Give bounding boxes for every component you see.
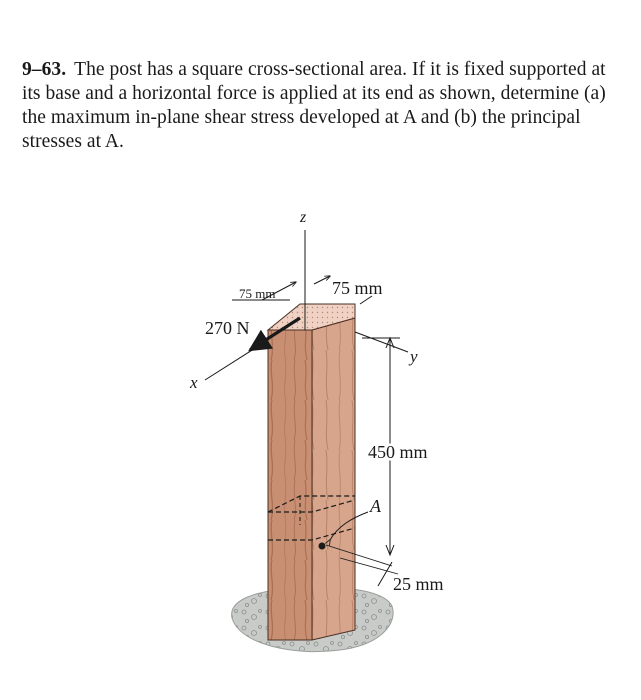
dim-top-y <box>314 276 383 304</box>
dim-top-x <box>232 282 296 301</box>
post-front-face <box>268 330 312 640</box>
dim-offset-label: 25 mm <box>393 574 444 594</box>
problem-number: 9–63. <box>22 59 67 80</box>
problem-text: The post has a square cross-sectional area. If it is fixed supported at its base and a horizontal force is applied at its end as shown, determine (a) the maximum in-plane shear stress developed at A and (b) the principal stresses at A. <box>22 59 606 152</box>
x-axis-label: x <box>190 373 198 392</box>
z-axis-label: z <box>300 209 307 226</box>
dim-width-y-label: 75 mm <box>332 278 383 298</box>
post-side-face <box>312 318 355 640</box>
y-axis-line <box>355 332 408 352</box>
dim-height-label: 450 mm <box>368 442 428 462</box>
y-axis-label: y <box>410 347 418 366</box>
point-a-label: A <box>370 496 381 516</box>
dim-width-x-label: 75 mm <box>239 286 276 301</box>
dim-height <box>362 338 428 555</box>
force-label: 270 N <box>205 318 250 338</box>
